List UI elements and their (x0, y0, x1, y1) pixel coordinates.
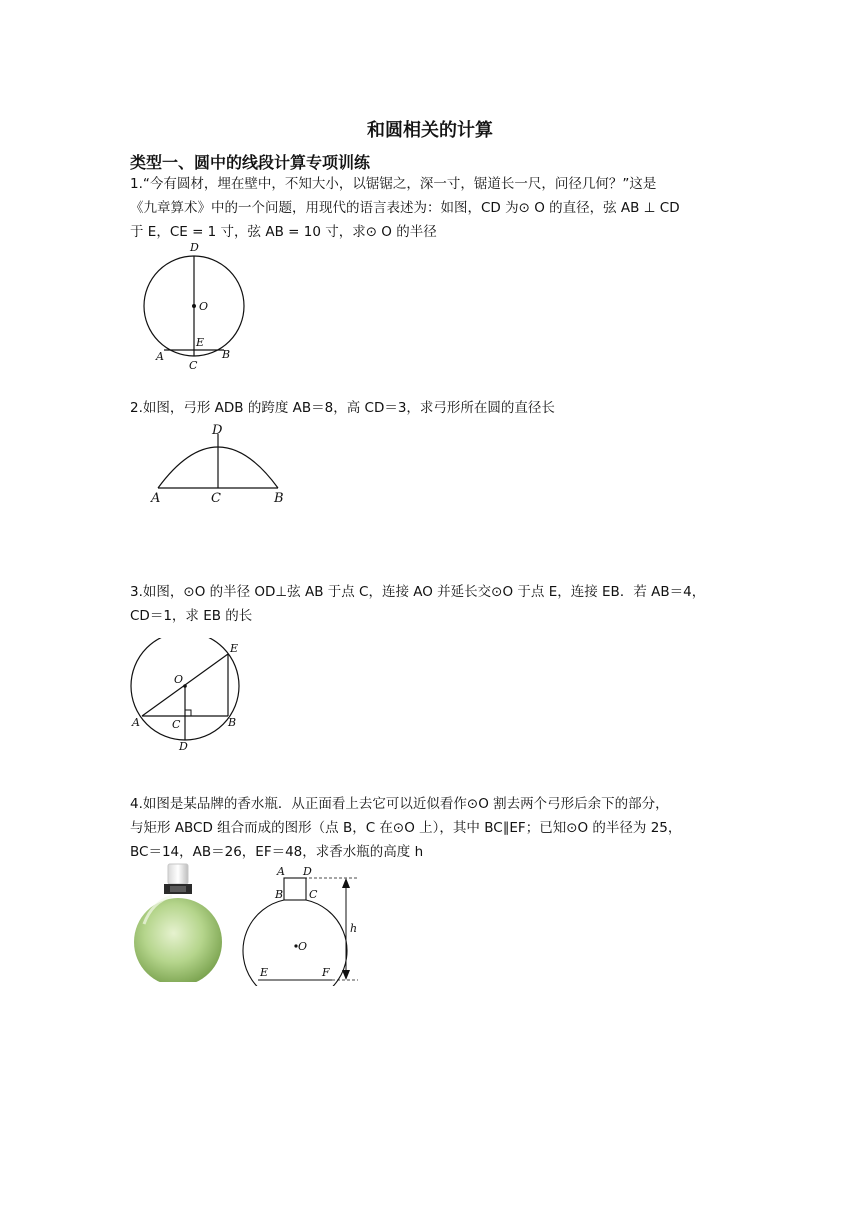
q4-label-h: h (350, 922, 358, 935)
q4-label-a: A (277, 865, 285, 878)
section-heading: 类型一、圆中的线段计算专项训练 (130, 153, 371, 172)
q3-line-1: 3.如图，⊙O 的半径 OD⊥弦 AB 于点 C，连接 AO 并延长交⊙O 于点 E，连接 EB．若 AB＝4， (130, 584, 706, 600)
q3-label-b: B (228, 716, 237, 729)
q2-label-d: D (212, 423, 223, 438)
q2-figure (148, 420, 288, 506)
q4-label-b: B (275, 888, 284, 901)
q1-line-2: 《九章算术》中的一个问题，用现代的语言表述为：如图，CD 为⊙ O 的直径，弦 AB ⊥ CD (130, 200, 680, 216)
q1-figure (140, 240, 252, 374)
q3-label-d: D (179, 740, 188, 753)
q3-label-c: C (172, 718, 181, 731)
q4-label-o: O (298, 940, 308, 953)
q1-label-a: A (156, 350, 164, 363)
q1-line-3: 于 E，CE = 1 寸，弦 AB = 10 寸，求⊙ O 的半径 (130, 224, 437, 240)
q1-label-d: D (190, 241, 199, 254)
q4-figure (240, 862, 366, 986)
perfume-bottle-photo (130, 862, 226, 986)
q1-label-o: O (199, 300, 209, 313)
q3-line-2: CD＝1，求 EB 的长 (130, 608, 253, 624)
q4-label-f: F (322, 966, 330, 979)
q1-label-b: B (222, 348, 231, 361)
q4-line-2: 与矩形 ABCD 组合而成的图形（点 B，C 在⊙O 上），其中 BC∥EF；已知⊙O 的半径为 25， (130, 820, 682, 836)
q2-label-a: A (151, 491, 161, 506)
q1-label-c: C (189, 359, 198, 372)
q4-label-e: E (260, 966, 269, 979)
q2-text: 2.如图，弓形 ADB 的跨度 AB＝8，高 CD＝3，求弓形所在圆的直径长 (130, 400, 555, 416)
q4-label-c: C (309, 888, 318, 901)
q3-label-e: E (230, 642, 239, 655)
q4-label-d: D (303, 865, 312, 878)
q3-figure (126, 638, 246, 754)
page-title: 和圆相关的计算 (367, 120, 493, 141)
q3-label-o: O (174, 673, 184, 686)
q4-line-3: BC＝14，AB＝26，EF＝48，求香水瓶的高度 h (130, 844, 424, 860)
q2-label-b: B (274, 491, 284, 506)
q3-label-a: A (132, 716, 140, 729)
q1-label-e: E (196, 336, 205, 349)
q2-label-c: C (211, 491, 221, 506)
q1-line-1: 1.“今有圆材，埋在壁中，不知大小，以锯锯之，深一寸，锯道长一尺，问径几何？”这是 (130, 176, 657, 192)
q4-line-1: 4.如图是某品牌的香水瓶．从正面看上去它可以近似看作⊙O 割去两个弓形后余下的部分， (130, 796, 669, 812)
